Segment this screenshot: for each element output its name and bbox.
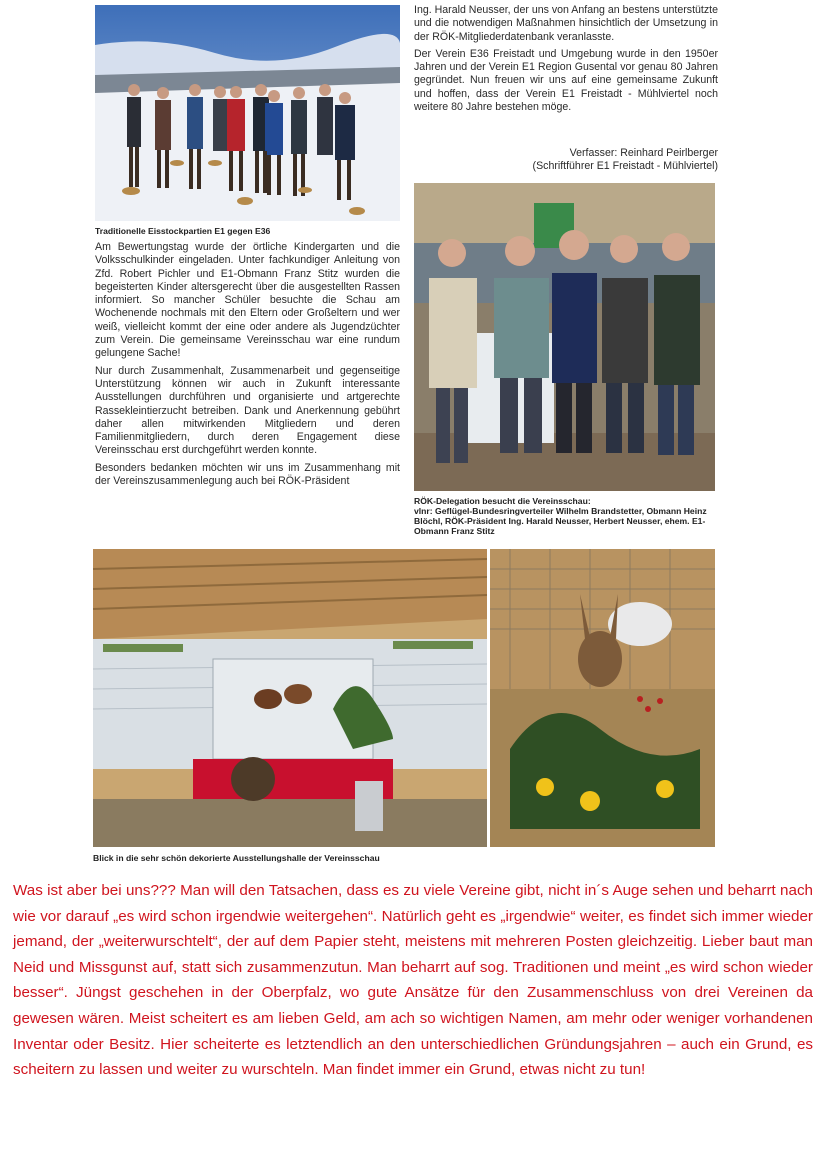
- photo-exhibition-hall: [93, 549, 487, 847]
- left-column: [95, 241, 400, 492]
- author-signature: [414, 147, 718, 174]
- right-column-top: [414, 4, 718, 118]
- right-paragraph-1: Ing. Harald Neusser, der uns von Anfang an bestens unterstützte und die notwendigen Maßnahmen hinsichtlich der Umsetzung in der RÖK-Mitgliederdatenbank veranlasste.: [414, 4, 718, 43]
- photo-rabbit-decoration: [490, 549, 715, 847]
- photo1-caption: Traditionelle Eisstockpartien E1 gegen E36: [95, 226, 271, 236]
- author-name: Verfasser: Reinhard Peirlberger: [569, 147, 718, 159]
- photo2-caption-names: vlnr: Geflügel-Bundesringverteiler Wilhelm Brandstetter, Obmann Heinz Blöchl, RÖK-Präsident Ing. Harald Neusser, Herbert Neusser, ehem. E1-Obmann Franz Stitz: [414, 506, 707, 536]
- photo-eisstock-group: [95, 5, 400, 221]
- left-paragraph-2: Nur durch Zusammenhalt, Zusammenarbeit und gegenseitige Unterstützung können wir auch in Zukunft interessante Ausstellungen durchführen und organisierte und artgerechte Rassekleintierzucht betreiben. Dank und Anerkennung gebührt daher allen mitwirkenden Mitgliedern und deren Familienmitgliedern, durch deren Engagement diese Vereinsschau erst durchgeführt werden konnte.: [95, 364, 400, 457]
- photo2-caption: [414, 496, 718, 536]
- photo3-caption: Blick in die sehr schön dekorierte Ausstellungshalle der Vereinsschau: [93, 853, 380, 863]
- photo2-caption-title: RÖK-Delegation besucht die Vereinsschau:: [414, 496, 591, 506]
- right-paragraph-2: Der Verein E36 Freistadt und Umgebung wurde in den 1950er Jahren und der Verein E1 Region Gusental vor genau 80 Jahren gegründet. Nun freuen wir uns auf eine gemeinsame Zukunft und hoffen, dass der Verein E1 Freistadt - Mühlviertel noch weitere 80 Jahre bestehen möge.: [414, 47, 718, 114]
- author-role: (Schriftführer E1 Freistadt - Mühlviertel): [532, 160, 718, 173]
- left-paragraph-3: Besonders bedanken möchten wir uns im Zusammenhang mit der Vereinszusammenlegung auch bei RÖK-Präsident: [95, 461, 400, 488]
- photo-roek-delegation: [414, 183, 715, 491]
- left-paragraph-1: Am Bewertungstag wurde der örtliche Kindergarten und die Volksschulkinder eingeladen. Unter fachkundiger Anleitung von Zfd. Robert Pichler und E1-Obmann Franz Stitz wurden die begeisterten Kinder altersgerecht über die ausgestellten Rassen informiert. So mancher Schüler besuchte die Schau am Wochenende nochmals mit den Eltern oder Großeltern und wer weiß, vielleicht kommt der eine oder andere als Jugendzüchter zum Verein. Die gemeinsame Vereinsschau war eine rundum gelungene Sache!: [95, 241, 400, 360]
- commentary-paragraph: Was ist aber bei uns??? Man will den Tatsachen, dass es zu viele Vereine gibt, nicht in´s Auge sehen und beharrt nach wie vor darauf „es wird schon irgendwie weitergehen“. Natürlich geht es „irgendwie“ weiter, es findet sich immer wieder jemand, der „weiterwurschtelt“, der auf dem Papier steht, meistens mit mehreren Posten gleichzeitig. Lieber baut man Neid und Missgunst auf, statt sich zusammenzutun. Man beharrt auf sog. Traditionen und meint „es wird schon wieder besser“. Jüngst geschehen in der Oberpfalz, wo gute Ansätze für den Zusammenschluss von drei Vereinen da gewesen wären. Meist scheitert es am lieben Geld, am ach so wichtigen Namen, am mehr oder weniger vorhandenen Inventar oder Besitz. Hier scheiterte es letztendlich an den unterschiedlichen Gründungsjahren – auch ein Grund, es scheitern zu lassen und weiter zu wurschteln. Man findet immer ein Grund, etwas nicht zu tun!: [13, 882, 813, 1079]
